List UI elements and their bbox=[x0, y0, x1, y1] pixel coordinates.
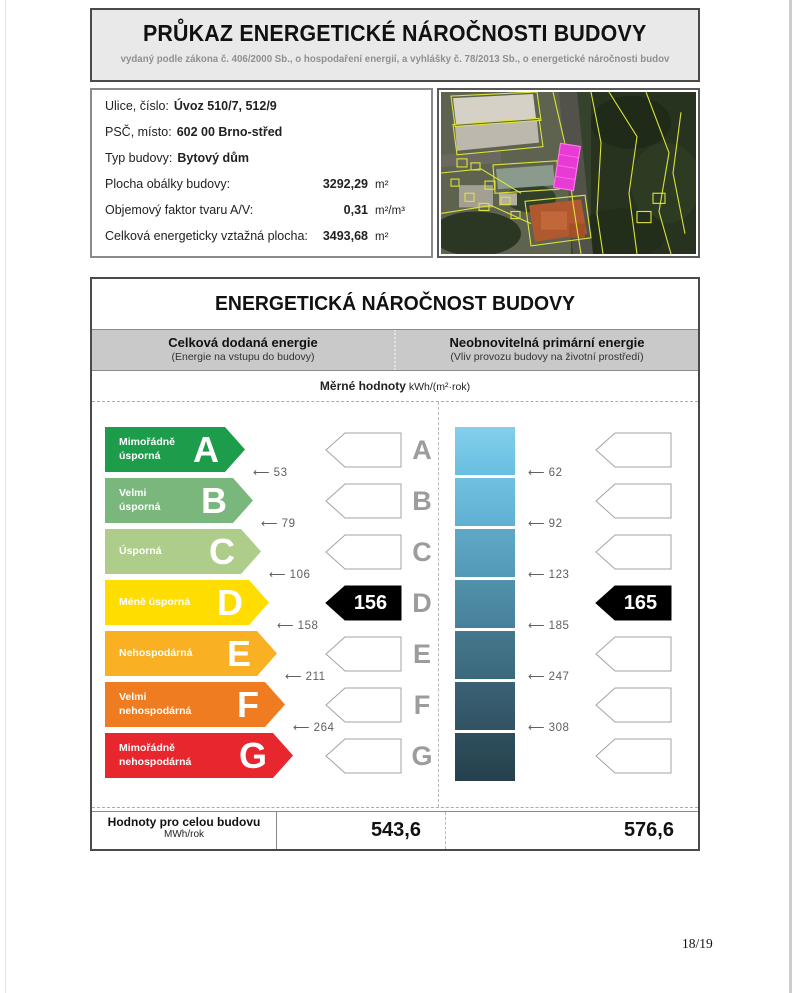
rating-scale-chart bbox=[92, 401, 698, 808]
column-title: Celková dodaná energie bbox=[168, 335, 318, 350]
primary-scale-bar-5 bbox=[455, 631, 515, 679]
primary-scale-bar-3 bbox=[455, 529, 515, 577]
column-header-primary bbox=[394, 330, 698, 370]
column-headers bbox=[92, 329, 698, 371]
primary-arrow-E bbox=[595, 636, 672, 672]
aerial-map-graphic bbox=[441, 92, 696, 254]
primary-arrow-F bbox=[595, 687, 672, 723]
section-title: ENERGETICKÁ NÁROČNOST BUDOVY bbox=[214, 292, 575, 315]
info-row-reference-area bbox=[105, 229, 420, 255]
threshold-delivered-106: ⟵ 106 bbox=[269, 569, 311, 581]
info-row-type bbox=[105, 151, 420, 177]
rating-arrow-E bbox=[105, 631, 277, 676]
totals-row bbox=[92, 811, 698, 849]
aerial-map-image bbox=[437, 88, 700, 258]
info-value: 3292,29 bbox=[322, 177, 368, 191]
rating-label-F: Velmi nehospodárná bbox=[119, 690, 192, 717]
delivered-arrow-C bbox=[325, 534, 402, 570]
primary-arrow-G bbox=[595, 738, 672, 774]
scale-letter-A: A bbox=[412, 435, 432, 465]
threshold-delivered-79: ⟵ 79 bbox=[261, 518, 296, 530]
primary-scale-bar-7 bbox=[455, 733, 515, 781]
threshold-primary-185: ⟵ 185 bbox=[528, 620, 570, 632]
rating-arrow-F bbox=[105, 682, 285, 727]
delivered-arrow-G bbox=[325, 738, 402, 774]
rating-label-A: Mimořádně úsporná bbox=[119, 435, 176, 462]
totals-label-cell bbox=[92, 812, 277, 849]
delivered-arrow-D-value: 156 bbox=[353, 591, 388, 614]
measure-values-row bbox=[92, 371, 698, 401]
info-label: Typ budovy: bbox=[105, 151, 173, 165]
rating-letter-C: C bbox=[209, 530, 235, 572]
info-label: Objemový faktor tvaru A/V: bbox=[105, 203, 254, 217]
info-unit: m²/m³ bbox=[375, 205, 406, 217]
delivered-arrow-E bbox=[325, 636, 402, 672]
threshold-primary-247: ⟵ 247 bbox=[528, 671, 570, 683]
info-label: PSČ, místo: bbox=[105, 125, 172, 139]
info-value: 3493,68 bbox=[322, 229, 368, 243]
measure-unit: kWh/(m²·rok) bbox=[408, 381, 471, 393]
info-label: Ulice, číslo: bbox=[105, 99, 169, 113]
energy-performance-section bbox=[90, 277, 700, 851]
info-row-envelope-area bbox=[105, 177, 420, 203]
primary-arrow-D-value: 165 bbox=[623, 591, 658, 614]
column-title: Neobnovitelná primární energie bbox=[449, 335, 645, 350]
rating-label-B: Velmi úsporná bbox=[119, 486, 161, 513]
threshold-primary-308: ⟵ 308 bbox=[528, 722, 570, 734]
page-number: 18/19 bbox=[682, 936, 713, 951]
rating-label-C: Úsporná bbox=[119, 544, 162, 557]
certificate-subtitle: vydaný podle zákona č. 406/2000 Sb., o hospodaření energií, a vyhlášky č. 78/2013 Sb., o energetické náročnosti budov bbox=[120, 54, 670, 65]
info-unit: m² bbox=[375, 231, 389, 243]
page-left-edge bbox=[5, 0, 6, 993]
primary-arrow-C bbox=[595, 534, 672, 570]
primary-arrow-A bbox=[595, 432, 672, 468]
rating-letter-A: A bbox=[193, 428, 219, 470]
info-value: Úvoz 510/7, 512/9 bbox=[173, 99, 277, 113]
scale-letter-F: F bbox=[413, 690, 431, 720]
threshold-primary-92: ⟵ 92 bbox=[528, 518, 563, 530]
info-value: Bytový dům bbox=[177, 151, 249, 165]
scale-letter-G: G bbox=[411, 741, 433, 771]
column-subtitle: (Vliv provozu budovy na životní prostředí) bbox=[450, 351, 644, 363]
threshold-delivered-53: ⟵ 53 bbox=[253, 467, 288, 479]
certificate-title: PRŮKAZ ENERGETICKÉ NÁROČNOSTI BUDOVY bbox=[143, 20, 647, 46]
threshold-primary-123: ⟵ 123 bbox=[528, 569, 570, 581]
primary-scale-bar-6 bbox=[455, 682, 515, 730]
column-header-delivered bbox=[92, 330, 394, 370]
total-primary-value: 576,6 bbox=[623, 819, 674, 841]
scale-letter-C: C bbox=[412, 537, 432, 567]
scale-letter-D: D bbox=[412, 588, 432, 618]
column-divider-line bbox=[438, 402, 439, 807]
threshold-primary-62: ⟵ 62 bbox=[528, 467, 563, 479]
rating-arrow-B bbox=[105, 478, 253, 523]
info-label: Celková energeticky vztažná plocha: bbox=[105, 229, 308, 243]
scale-letter-E: E bbox=[412, 639, 431, 669]
delivered-arrow-B bbox=[325, 483, 402, 519]
primary-scale-bar-1 bbox=[455, 427, 515, 475]
info-value: 0,31 bbox=[343, 203, 368, 217]
certificate-header bbox=[90, 8, 700, 82]
rating-letter-F: F bbox=[237, 683, 259, 725]
column-subtitle: (Energie na vstupu do budovy) bbox=[171, 351, 315, 363]
delivered-arrow-A bbox=[325, 432, 402, 468]
rating-arrow-D bbox=[105, 580, 269, 625]
threshold-delivered-211: ⟵ 211 bbox=[285, 671, 326, 683]
info-row-street bbox=[105, 99, 420, 125]
rating-arrow-G bbox=[105, 733, 293, 778]
delivered-arrow-F bbox=[325, 687, 402, 723]
info-label: Plocha obálky budovy: bbox=[105, 177, 231, 191]
rating-letter-E: E bbox=[226, 632, 251, 674]
info-value: 602 00 Brno-střed bbox=[176, 125, 283, 139]
totals-unit: MWh/rok bbox=[164, 829, 204, 840]
certificate-page bbox=[90, 8, 700, 851]
rating-label-G: Mimořádně nehospodárná bbox=[119, 741, 192, 768]
scale-letter-B: B bbox=[412, 486, 432, 516]
info-row-city bbox=[105, 125, 420, 151]
rating-letter-G: G bbox=[238, 734, 267, 776]
totals-label: Hodnoty pro celou budovu bbox=[107, 815, 261, 829]
threshold-delivered-264: ⟵ 264 bbox=[293, 722, 335, 734]
primary-arrow-B bbox=[595, 483, 672, 519]
info-unit: m² bbox=[375, 179, 389, 191]
rating-letter-B: B bbox=[201, 479, 227, 521]
threshold-delivered-158: ⟵ 158 bbox=[277, 620, 319, 632]
primary-scale-bar-4 bbox=[455, 580, 515, 628]
measure-label: Měrné hodnoty bbox=[319, 379, 406, 393]
rating-arrow-A bbox=[105, 427, 245, 472]
info-row-av-factor bbox=[105, 203, 420, 229]
rating-label-D: Méně úsporná bbox=[119, 595, 191, 608]
primary-arrow-D bbox=[595, 585, 672, 621]
page-right-edge bbox=[789, 0, 792, 993]
total-delivered-value: 543,6 bbox=[277, 812, 446, 849]
building-info-row bbox=[90, 88, 700, 258]
building-info-box bbox=[90, 88, 433, 258]
delivered-arrow-D bbox=[325, 585, 402, 621]
rating-label-E: Nehospodárná bbox=[119, 646, 193, 659]
rating-arrow-C bbox=[105, 529, 261, 574]
rating-letter-D: D bbox=[217, 581, 243, 623]
primary-scale-bar-2 bbox=[455, 478, 515, 526]
